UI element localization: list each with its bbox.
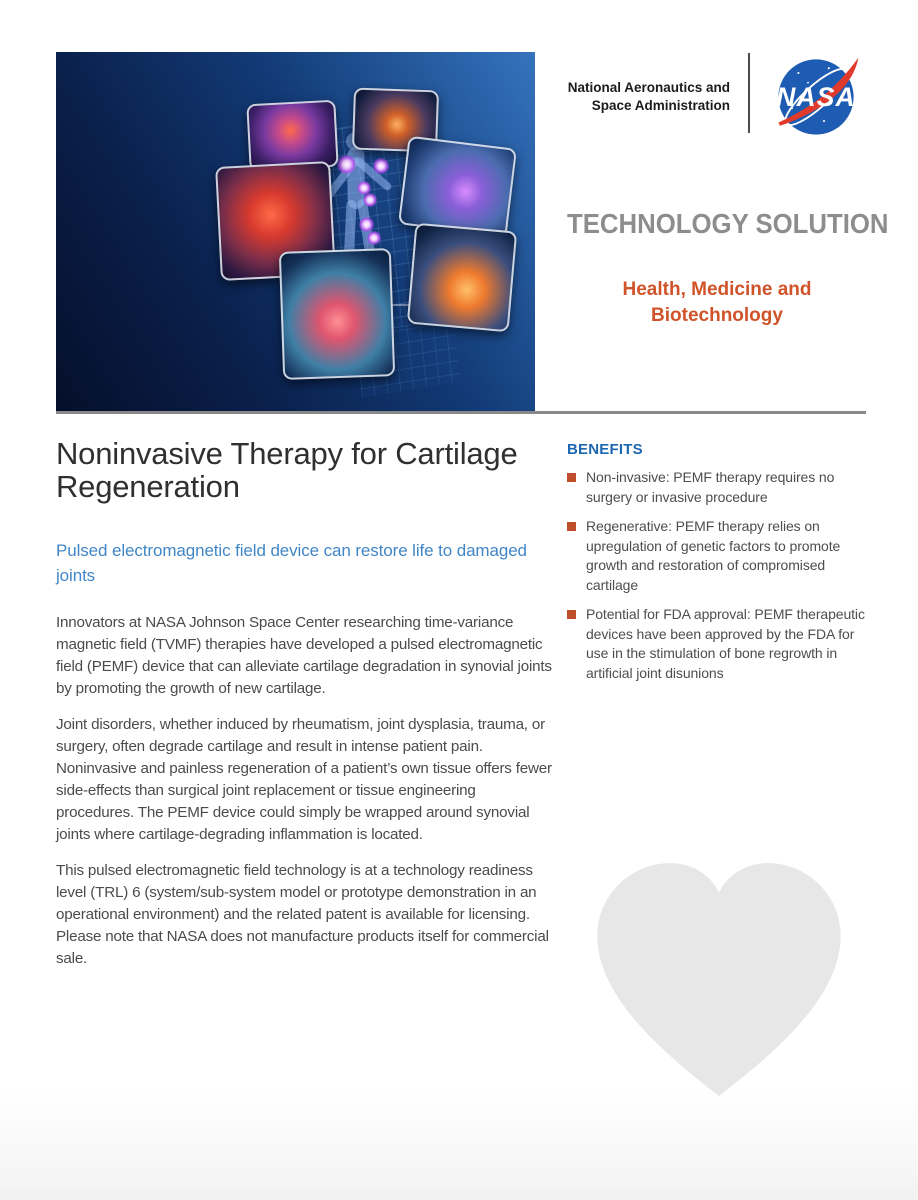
joint-glow-dot <box>367 231 381 245</box>
agency-name-line2: Space Administration <box>591 98 730 113</box>
heart-icon <box>577 851 861 1103</box>
benefit-item <box>567 468 867 507</box>
hero-image-joint-pain <box>56 52 535 411</box>
benefit-item <box>567 517 867 595</box>
benefit-text: Regenerative: PEMF therapy relies on upregulation of genetic factors to promote growth and restoration of compromised cartilage <box>586 518 841 593</box>
joint-glow-dot <box>359 217 374 232</box>
benefits-section <box>567 441 867 693</box>
page-title: Noninvasive Therapy for Cartilage Regeneration <box>56 436 518 504</box>
knee-joint-tile <box>279 248 395 380</box>
joint-glow-dot <box>363 193 377 207</box>
square-bullet-icon <box>567 473 576 482</box>
agency-name <box>560 79 730 115</box>
nasa-logo-text: NASA <box>776 81 856 112</box>
nasa-meatball-logo-icon <box>768 49 864 145</box>
benefit-item <box>567 605 867 683</box>
joint-glow-dot <box>373 158 389 174</box>
foot-ankle-tile <box>407 223 517 333</box>
hip-pelvis-tile <box>398 136 517 238</box>
square-bullet-icon <box>567 522 576 531</box>
doc-type-heading: TECHNOLOGY SOLUTION <box>567 208 889 239</box>
header-vertical-divider <box>748 53 750 133</box>
benefits-heading: BENEFITS <box>567 441 643 458</box>
article-body <box>56 612 553 984</box>
bottom-page-shading <box>0 1090 918 1200</box>
category-heading: Health, Medicine and Biotechnology <box>622 279 812 326</box>
square-bullet-icon <box>567 610 576 619</box>
article-paragraph: This pulsed electromagnetic field technology is at a technology readiness level (TRL) 6 (system/sub-system model or prototype demonstration in an operational environment) and the related patent is available for licensing. Please note that NASA does not manufacture products itself for commercial sale. <box>56 862 549 967</box>
agency-name-line1: National Aeronautics and <box>567 80 730 95</box>
joint-glow-dot <box>337 155 356 174</box>
benefit-text: Non-invasive: PEMF therapy requires no surgery or invasive procedure <box>586 469 835 505</box>
article-paragraph: Innovators at NASA Johnson Space Center researching time-variance magnetic field (TVMF) therapies have developed a pulsed electromagnetic field (PEMF) device that can alleviate cartilage degradation in synovial joints by promoting the growth of new cartilage. <box>56 614 552 697</box>
shoulder-joint-tile <box>246 100 338 172</box>
article-paragraph: Joint disorders, whether induced by rheumatism, joint dysplasia, trauma, or surgery, often degrade cartilage and result in intense patient pain. Noninvasive and painless regeneration of a patient’s own tissue offers fewer side-effects than surgical joint replacement or tissue engineering procedures. The PEMF device could simply be wrapped around synovial joints where cartilage-degrading inflammation is located. <box>56 716 552 843</box>
benefit-text: Potential for FDA approval: PEMF therapeutic devices have been approved by the FDA for use in the stimulation of bone regrowth in artificial joint disunions <box>586 606 865 681</box>
page-subtitle: Pulsed electromagnetic field device can restore life to damaged joints <box>56 541 527 585</box>
horizontal-rule <box>56 411 866 414</box>
